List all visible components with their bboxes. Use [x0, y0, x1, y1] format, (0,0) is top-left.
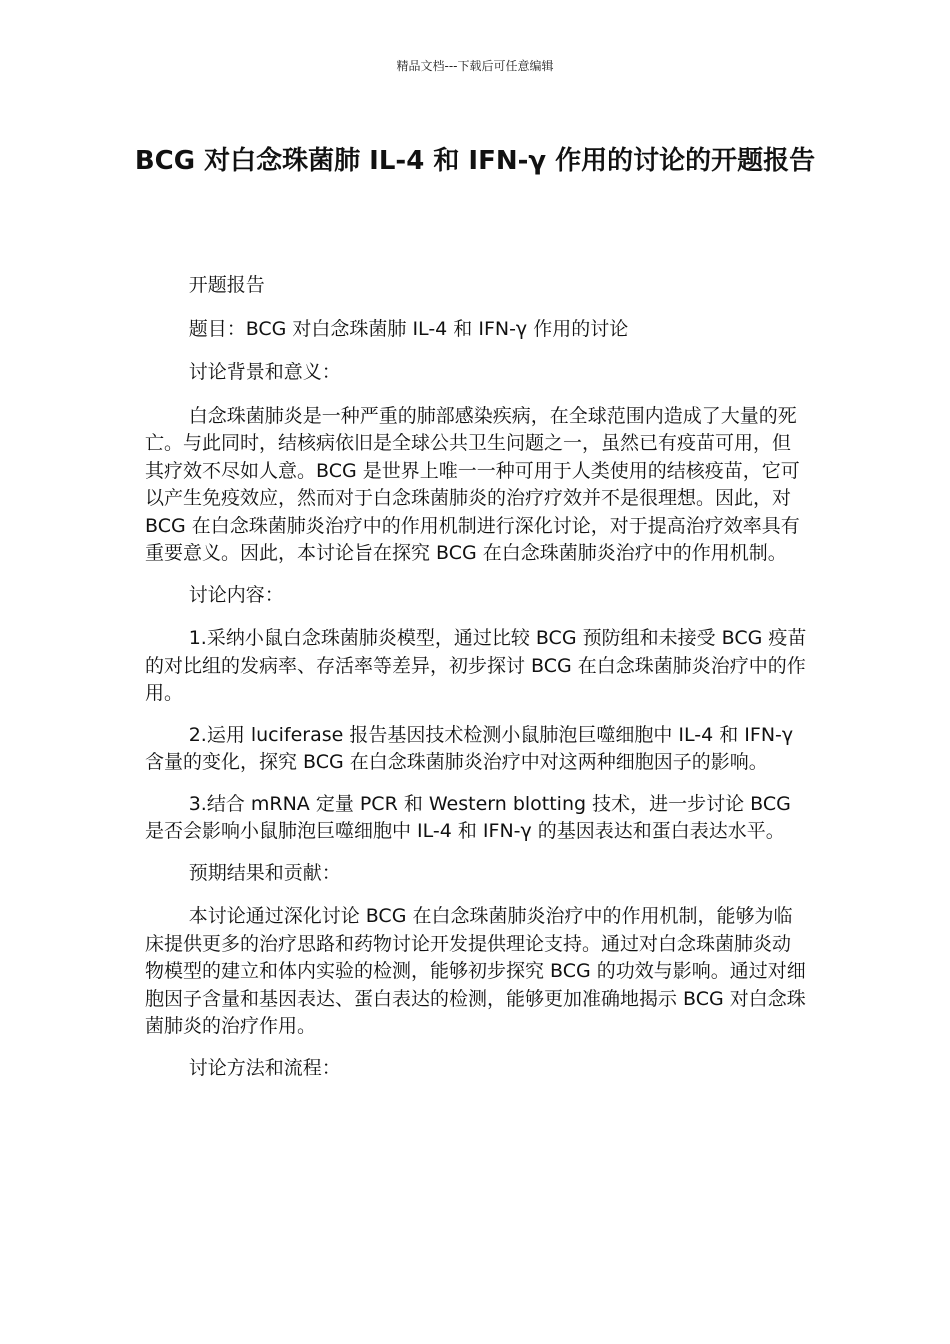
paragraph-topic: 题目：BCG 对白念珠菌肺 IL-4 和 IFN-γ 作用的讨论: [188, 317, 629, 340]
paragraph-content-heading: 讨论内容：: [188, 583, 284, 606]
header-note: 精品文档---下载后可任意编辑: [396, 59, 554, 73]
paragraph-content-item-2: 2.运用 luciferase 报告基因技术检测小鼠肺泡巨噬细胞中 IL-4 和 IFN-γ 含量的变化，探究 BCG 在白念珠菌肺炎治疗中对这两种细胞因子的影响。: [145, 723, 794, 773]
paragraph-content-item-3: 3.结合 mRNA 定量 PCR 和 Western blotting 技术，进一步讨论 BCG 是否会影响小鼠肺泡巨噬细胞中 IL-4 和 IFN-γ 的基因表达和蛋白表达水平。: [145, 792, 791, 842]
document-title: BCG 对白念珠菌肺 IL-4 和 IFN-γ 作用的讨论的开题报告: [134, 146, 816, 176]
paragraph-report-label: 开题报告: [188, 274, 265, 296]
paragraph-content-item-1: 1.采纳小鼠白念珠菌肺炎模型，通过比较 BCG 预防组和未接受 BCG 疫苗的对比组的发病率、存活率等差异，初步探讨 BCG 在白念珠菌肺炎治疗中的作用。: [145, 627, 807, 704]
paragraph-background-heading: 讨论背景和意义：: [188, 361, 341, 383]
paragraph-methods-heading: 讨论方法和流程：: [188, 1056, 341, 1079]
paragraph-background-body: 白念珠菌肺炎是一种严重的肺部感染疾病，在全球范围内造成了大量的死亡。与此同时，结核病依旧是全球公共卫生问题之一，虽然已有疫苗可用，但其疗效不尽如人意。BCG 是世界上唯一一种可用于人类使用的结核疫苗，它可以产生免疫效应，然而对于白念珠菌肺炎的治疗疗效并不是很理想。因此，对 BCG 在白念珠菌肺炎治疗中的作用机制进行深化讨论，对于提高治疗效率具有重要意义。因此，本讨论旨在探究 BCG 在白念珠菌肺炎治疗中的作用机制。: [145, 404, 800, 564]
document-body: [145, 272, 807, 1098]
paragraph-results-heading: 预期结果和贡献：: [188, 861, 341, 884]
paragraph-results-body: 本讨论通过深化讨论 BCG 在白念珠菌肺炎治疗中的作用机制，能够为临床提供更多的治疗思路和药物讨论开发提供理论支持。通过对白念珠菌肺炎动物模型的建立和体内实验的检测，能够初步探究 BCG 的功效与影响。通过对细胞因子含量和基因表达、蛋白表达的检测，能够更加准确地揭示 BCG 对白念珠菌肺炎的治疗作用。: [145, 905, 806, 1037]
